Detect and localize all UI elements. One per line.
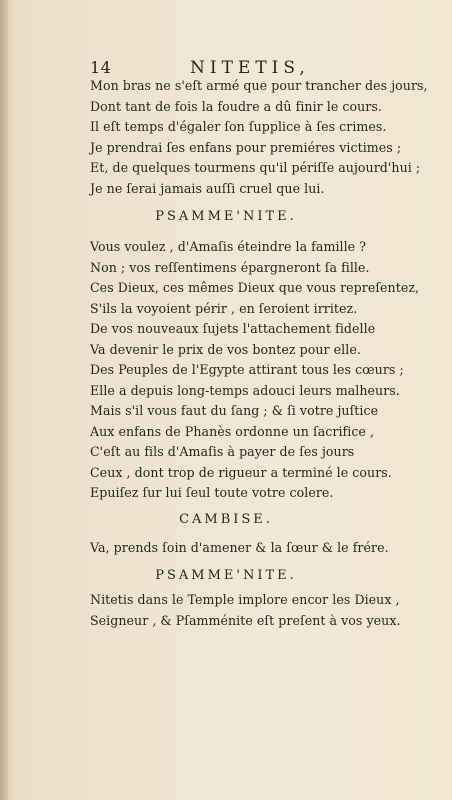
verse-line: Je prendrai ſes enfans pour premiéres victimes ; xyxy=(90,139,402,155)
speaker-heading: PSAMME'NITE. xyxy=(155,209,297,224)
verse-line: Dont tant de fois la foudre a dû finir le cours. xyxy=(90,98,382,114)
verse-line: Des Peuples de l'Egypte attirant tous les cœurs ; xyxy=(90,362,404,377)
verse-block-psammenite xyxy=(90,237,430,504)
verse-block-cambise-2 xyxy=(90,538,430,559)
verse-line: Mon bras ne s'eſt armé que pour trancher des jours, xyxy=(90,78,428,93)
page-gutter xyxy=(0,0,8,800)
verse-line: Et, de quelques tourmens qu'il périſſe aujourd'hui ; xyxy=(90,160,421,175)
verse-line: Mais s'il vous faut du ſang ; & ſi votre juſtice xyxy=(90,403,379,418)
verse-line: Non ; vos reſſentimens épargneront ſa fille. xyxy=(90,259,370,275)
verse-line: Vous voulez , d'Amaſis éteindre la famille ? xyxy=(90,239,367,254)
verse-line: Nitetis dans le Temple implore encor les Dieux , xyxy=(90,592,400,607)
verse-line: S'ils la voyoient périr , en ſeroient irritez. xyxy=(90,300,358,316)
verse-line: Il eſt temps d'égaler ſon ſupplice à ſes crimes. xyxy=(90,119,387,134)
verse-line: Aux enfans de Phanès ordonne un ſacrifice , xyxy=(90,423,375,439)
verse-line: Va devenir le prix de vos bontez pour elle. xyxy=(90,341,361,357)
verse-line: Ces Dieux, ces mêmes Dieux que vous repreſentez, xyxy=(90,280,420,295)
verse-line: Seigneur , & Pſamménite eſt preſent à vos yeux. xyxy=(90,612,401,628)
verse-line: Epuiſez ſur lui ſeul toute votre colere. xyxy=(90,485,334,500)
verse-line: C'eſt au fils d'Amaſis à payer de ſes jours xyxy=(90,444,355,459)
verse-line: De vos nouveaux ſujets l'attachement fidelle xyxy=(90,321,376,336)
verse-line: Ceux , dont trop de rigueur a terminé le cours. xyxy=(90,464,392,480)
page-number: 14 xyxy=(90,58,112,77)
verse-block-psammenite-2 xyxy=(90,590,430,631)
speaker-heading: PSAMME'NITE. xyxy=(155,568,297,583)
speaker-heading: CAMBISE. xyxy=(179,512,273,527)
verse-line: Je ne ſerai jamais auſſi cruel que lui. xyxy=(90,180,325,196)
verse-line: Elle a depuis long-temps adouci leurs malheurs. xyxy=(90,382,400,398)
verse-line: Va, prends ſoin d'amener & la ſœur & le frére. xyxy=(90,540,389,555)
verse-block-cambise xyxy=(90,76,430,199)
running-title: NITETIS, xyxy=(190,58,310,78)
